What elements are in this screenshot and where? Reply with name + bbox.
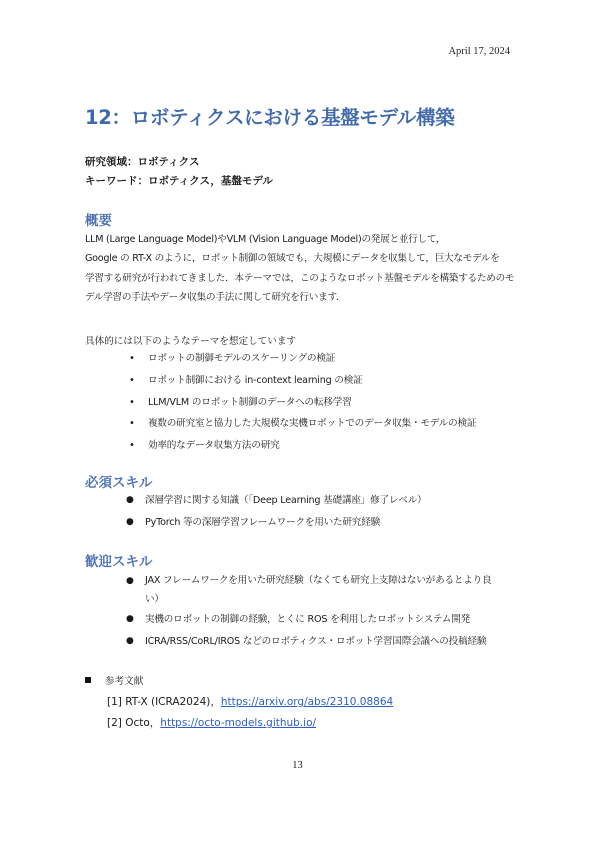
list-item: ● ICRA/RSS/CoRL/IROS などのロボティクス・ロボット学習国際会議への投稿経験 <box>145 631 491 653</box>
reference-link-octo[interactable]: https://octo-models.github.io/ <box>160 717 317 729</box>
welcome-skills-heading: 歓迎スキル <box>85 554 153 570</box>
overview-paragraph <box>85 230 517 307</box>
list-item <box>145 571 491 609</box>
welcome-skills-list <box>145 571 491 652</box>
list-item: ● 実機のロボットの制御の経験，とくに ROS を利用したロボットシステム開発 <box>145 609 491 631</box>
reference-label: [2] Octo， <box>107 717 161 729</box>
references-heading <box>85 673 143 687</box>
document-date: April 17, 2024 <box>448 46 510 57</box>
research-field: 研究領域：ロボティクス <box>85 156 200 168</box>
required-skills-heading: 必須スキル <box>85 475 153 491</box>
themes-list <box>148 348 476 457</box>
reference-link-rtx[interactable]: https://arxiv.org/abs/2310.08864 <box>220 696 394 708</box>
list-item: • ロボット制御における in-context learning の検証 <box>148 370 476 392</box>
meta-block <box>85 153 273 191</box>
reference-item <box>107 694 393 709</box>
square-bullet-icon <box>85 677 91 683</box>
overview-line: Google の RT-X のように，ロボット制御の領域でも，大規模にデータを収集して，巨大なモデルを <box>85 253 500 265</box>
themes-intro: 具体的には以下のようなテーマを想定しています <box>85 336 297 347</box>
keywords: キーワード：ロボティクス，基盤モデル <box>85 175 273 187</box>
overview-line: 学習する研究が行われてきました．本テーマでは，このようなロボット基盤モデルを構築するためのモ <box>85 272 515 284</box>
overview-line: LLM (Large Language Model)やVLM (Vision Language Model)の発展と並行して， <box>85 234 446 245</box>
reference-label: [1] RT-X (ICRA2024)， <box>107 696 221 708</box>
overview-line: デル学習の手法やデータ収集の手法に関して研究を行います． <box>85 291 346 303</box>
list-item: • LLM/VLM のロボット制御のデータへの転移学習 <box>148 392 476 414</box>
reference-item <box>107 715 316 730</box>
list-item: • ロボットの制御モデルのスケーリングの検証 <box>148 348 476 370</box>
list-item-line: ● JAX フレームワークを用いた研究経験（なくても研究上支障はないがあるとより良 <box>145 575 492 586</box>
overview-heading: 概要 <box>85 213 112 229</box>
list-item: • 効率的なデータ収集方法の研究 <box>148 435 476 457</box>
page-number: 13 <box>292 760 303 771</box>
required-skills-list <box>145 490 427 533</box>
list-item: ● PyTorch 等の深層学習フレームワークを用いた研究経験 <box>145 512 427 534</box>
list-item: • 複数の研究室と協力した大規模な実機ロボットでのデータ収集・モデルの検証 <box>148 413 476 435</box>
list-item-line: い） <box>145 594 164 605</box>
page-title: 12：ロボティクスにおける基盤モデル構築 <box>85 106 455 129</box>
list-item: ● 深層学習に関する知識（「Deep Learning 基礎講座」修了レベル） <box>145 490 427 512</box>
references-heading-text: 参考文献 <box>105 676 144 687</box>
